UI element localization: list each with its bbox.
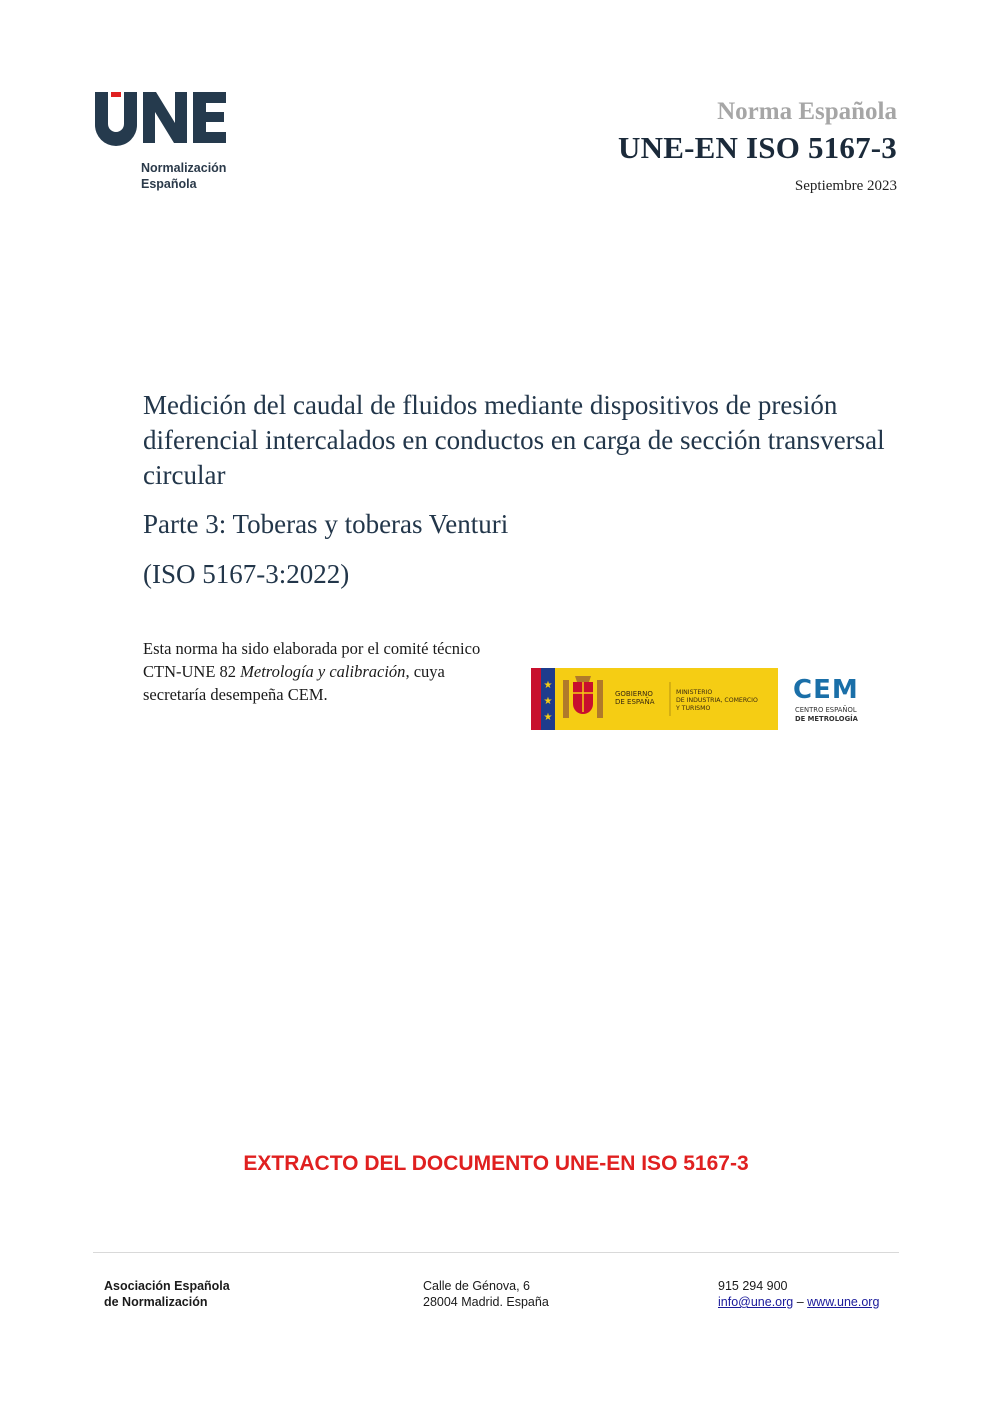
title-main: Medición del caudal de fluidos mediante dispositivos de presión diferencial intercalados en conductos en carga de sección transversal circular	[143, 390, 885, 490]
cem-line2: DE METROLOGÍA	[795, 715, 858, 723]
website-link[interactable]: www.une.org	[807, 1295, 880, 1309]
gov-line1: GOBIERNO	[615, 690, 653, 698]
cem-line1: CENTRO ESPAÑOL	[795, 706, 857, 714]
footer-organization	[104, 1278, 230, 1310]
footer-address	[423, 1278, 549, 1310]
footer-link-separator: –	[793, 1295, 808, 1309]
footer-divider	[93, 1252, 899, 1253]
une-logo-mark	[93, 88, 233, 148]
logo-subtitle-line2: Española	[141, 177, 197, 191]
svg-text:★: ★	[543, 696, 553, 707]
logo-subtitle-line1: Normalización	[141, 161, 227, 175]
document-title	[143, 388, 903, 592]
logo-subtitle	[141, 160, 226, 192]
ministry-line1: MINISTERIO	[676, 689, 713, 696]
svg-text:★: ★	[543, 680, 553, 691]
footer-address-line2: 28004 Madrid. España	[423, 1295, 549, 1309]
footer-contact	[718, 1278, 879, 1310]
footer-phone: 915 294 900	[718, 1279, 788, 1293]
footer-org-line1: Asociación Española	[104, 1279, 230, 1293]
committee-text-2: , cuya secretaría desempeña CEM.	[143, 662, 445, 704]
email-link[interactable]: info@une.org	[718, 1295, 794, 1309]
committee-text-1: Esta norma ha sido elaborada por el comité técnico CTN-UNE 82	[143, 639, 481, 681]
title-part: Parte 3: Toberas y toberas Venturi	[143, 509, 509, 539]
standard-header	[618, 96, 897, 195]
cem-mark: CEM	[793, 675, 859, 705]
title-iso-ref: (ISO 5167-3:2022)	[143, 559, 350, 589]
gobierno-cem-logo	[531, 668, 885, 730]
gov-line2: DE ESPAÑA	[615, 698, 655, 706]
committee-statement	[143, 637, 503, 706]
committee-name: Metrología y calibración	[240, 662, 406, 681]
svg-text:★: ★	[543, 712, 553, 723]
footer-org-line2: de Normalización	[104, 1295, 208, 1309]
ministry-line3: Y TURISMO	[676, 705, 711, 712]
extract-notice: EXTRACTO DEL DOCUMENTO UNE-EN ISO 5167-3	[243, 1152, 749, 1175]
footer-address-line1: Calle de Génova, 6	[423, 1279, 531, 1293]
gobierno-cem-logo-graphic	[531, 668, 885, 730]
standard-code: UNE-EN ISO 5167-3	[618, 130, 897, 165]
footer-links	[718, 1294, 879, 1310]
ministry-line2: DE INDUSTRIA, COMERCIO	[676, 697, 758, 704]
standard-date: Septiembre 2023	[794, 178, 897, 194]
une-logo	[93, 88, 243, 198]
standard-kind: Norma Española	[717, 98, 897, 125]
coat-of-arms-icon	[563, 676, 603, 718]
